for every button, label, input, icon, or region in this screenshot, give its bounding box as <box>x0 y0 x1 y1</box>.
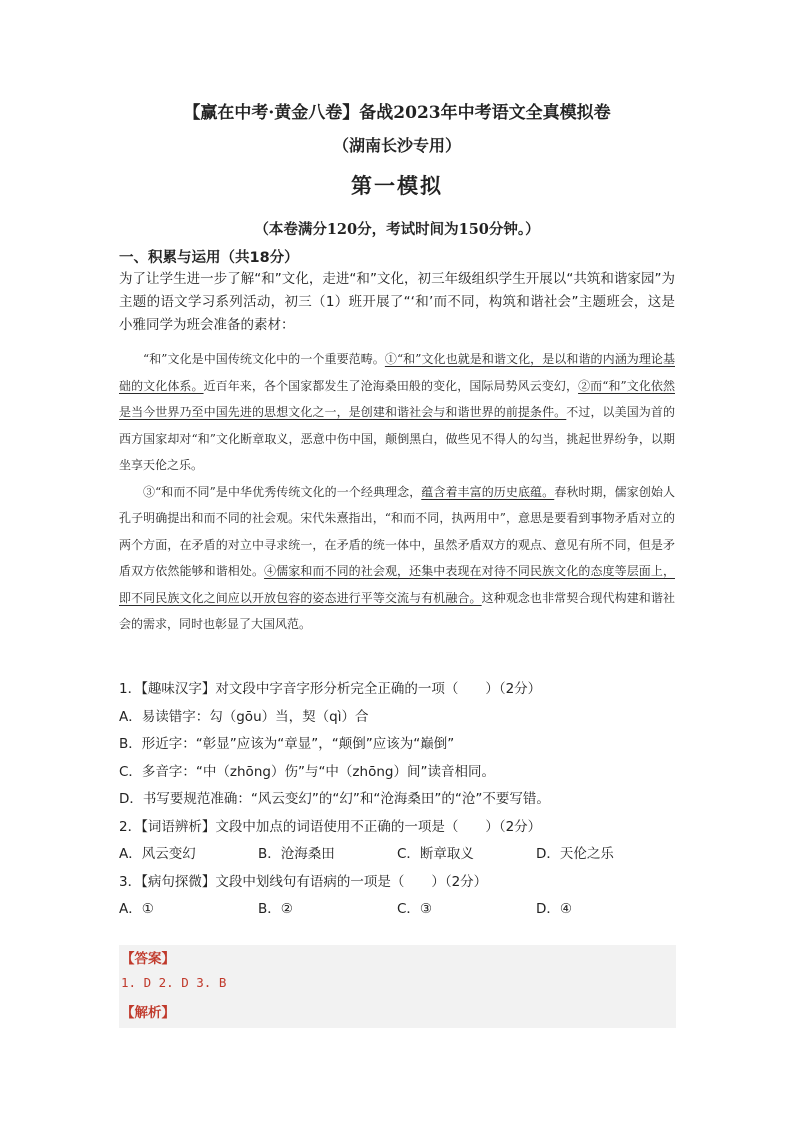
question-2: 2．【词语辨析】文段中加点的词语使用不正确的一项是（ ）（2分） <box>119 818 542 835</box>
underlined-sentence-4: ④儒家和而不同的社会观，还集中表现在对待不同民族文化的态度等层面上，即不同民族文化之间应以开放包容的姿态进行平等交流与有机融合。 <box>119 564 675 605</box>
question-2-option-c: C．断章取义 <box>397 846 474 862</box>
underlined-sentence-2: ②而“和”文化依然是当今世界乃至中国先进的思想文化之一，是创建和谐社会与和谐世界的前提条件。 <box>119 378 675 419</box>
question-2-option-a: A．风云变幻 <box>119 846 196 862</box>
passage-paragraph-1 <box>119 346 675 479</box>
question-1-option-c: C．多音字：“中（zhōng）伤”与“中（zhōng）间”读音相同。 <box>119 763 495 780</box>
underlined-sentence-1: ①“和”文化也就是和谐文化，是以和谐的内涵为理论基础的文化体系。 <box>119 352 675 393</box>
question-2-option-b: B．沧海桑田 <box>258 846 335 862</box>
section-heading: 一、积累与运用（共18分） <box>119 250 299 266</box>
answer-label: 【答案】 <box>121 951 175 967</box>
question-2-option-d: D．天伦之乐 <box>536 846 614 862</box>
passage-text: ③“和而不同”是中华优秀传统文化的一个经典理念， <box>143 484 422 499</box>
question-1-option-d: D．书写要规范准确：“风云变幻”的“幻”和“沧海桑田”的“沧”不要写错。 <box>119 791 550 807</box>
section-intro: 为了让学生进一步了解“和”文化，走进“和”文化，初三年级组织学生开展以“共筑和谐家园”为主题的语文学习系列活动，初三（1）班开展了“‘和’而不同，构筑和谐社会”主题班会，这是小雅同学为班会准备的素材： <box>119 271 675 333</box>
question-3-option-d: D．④ <box>536 901 572 917</box>
question-3-option-b: B．② <box>258 901 293 917</box>
exam-title: 【赢在中考·黄金八卷】备战2023年中考语文全真模拟卷 <box>183 103 611 123</box>
question-3-option-a: A．① <box>119 901 154 917</box>
question-1-option-b: B．形近字：“彰显”应该为“章显”，“颠倒”应该为“巅倒” <box>119 736 455 752</box>
reading-passage <box>119 346 675 638</box>
passage-text: 不过，以美国为首的西方国家却对“和”文化断章取义，恶意中伤中国，颠倒黑白，做些见不得人的勾当，挑起世界纷争，以期坐享天伦之乐。 <box>119 405 675 472</box>
answer-values: 1. D 2. D 3. B <box>121 975 227 990</box>
passage-text: 近百年来，各个国家都发生了沧海桑田般的变化，国际局势风云变幻， <box>203 378 579 393</box>
question-3: 3．【病句探微】文段中划线句有语病的一项是（ ）（2分） <box>119 873 488 890</box>
passage-text: 春秋时期，儒家创始人孔子明确提出和而不同的社会观。宋代朱熹指出，“和而不同，执两用中”，意思是要看到事物矛盾对立的两个方面，在矛盾的对立中寻求统一，在矛盾的统一体中，虽然矛盾双方的观点、意见有所不同，但是矛盾双方依然能够和谐相处。 <box>119 484 675 578</box>
question-2-options <box>119 841 675 869</box>
answer-box <box>119 945 676 1028</box>
passage-text: 这种观念也非常契合现代构建和谐社会的需求，同时也彰显了大国风范。 <box>119 590 675 631</box>
question-1: 1．【趣味汉字】对文段中字音字形分析完全正确的一项（ ）（2分） <box>119 681 542 697</box>
question-list <box>119 676 675 924</box>
underlined-sentence-3: 蕴含着丰富的历史底蕴。 <box>421 484 555 499</box>
passage-text: “和”文化是中国传统文化中的一个重要范畴。 <box>143 352 385 366</box>
question-3-options <box>119 896 675 924</box>
question-3-option-c: C．③ <box>397 901 433 917</box>
passage-paragraph-2 <box>119 479 675 638</box>
exam-region: （湖南长沙专用） <box>332 136 461 155</box>
question-1-option-a: A．易读错字：勾（gōu）当，契（qì）合 <box>119 708 369 725</box>
exam-info: （本卷满分120分，考试时间为150分钟。） <box>254 221 540 238</box>
explanation-label: 【解析】 <box>121 1005 175 1021</box>
mock-number: 第一模拟 <box>351 173 443 198</box>
